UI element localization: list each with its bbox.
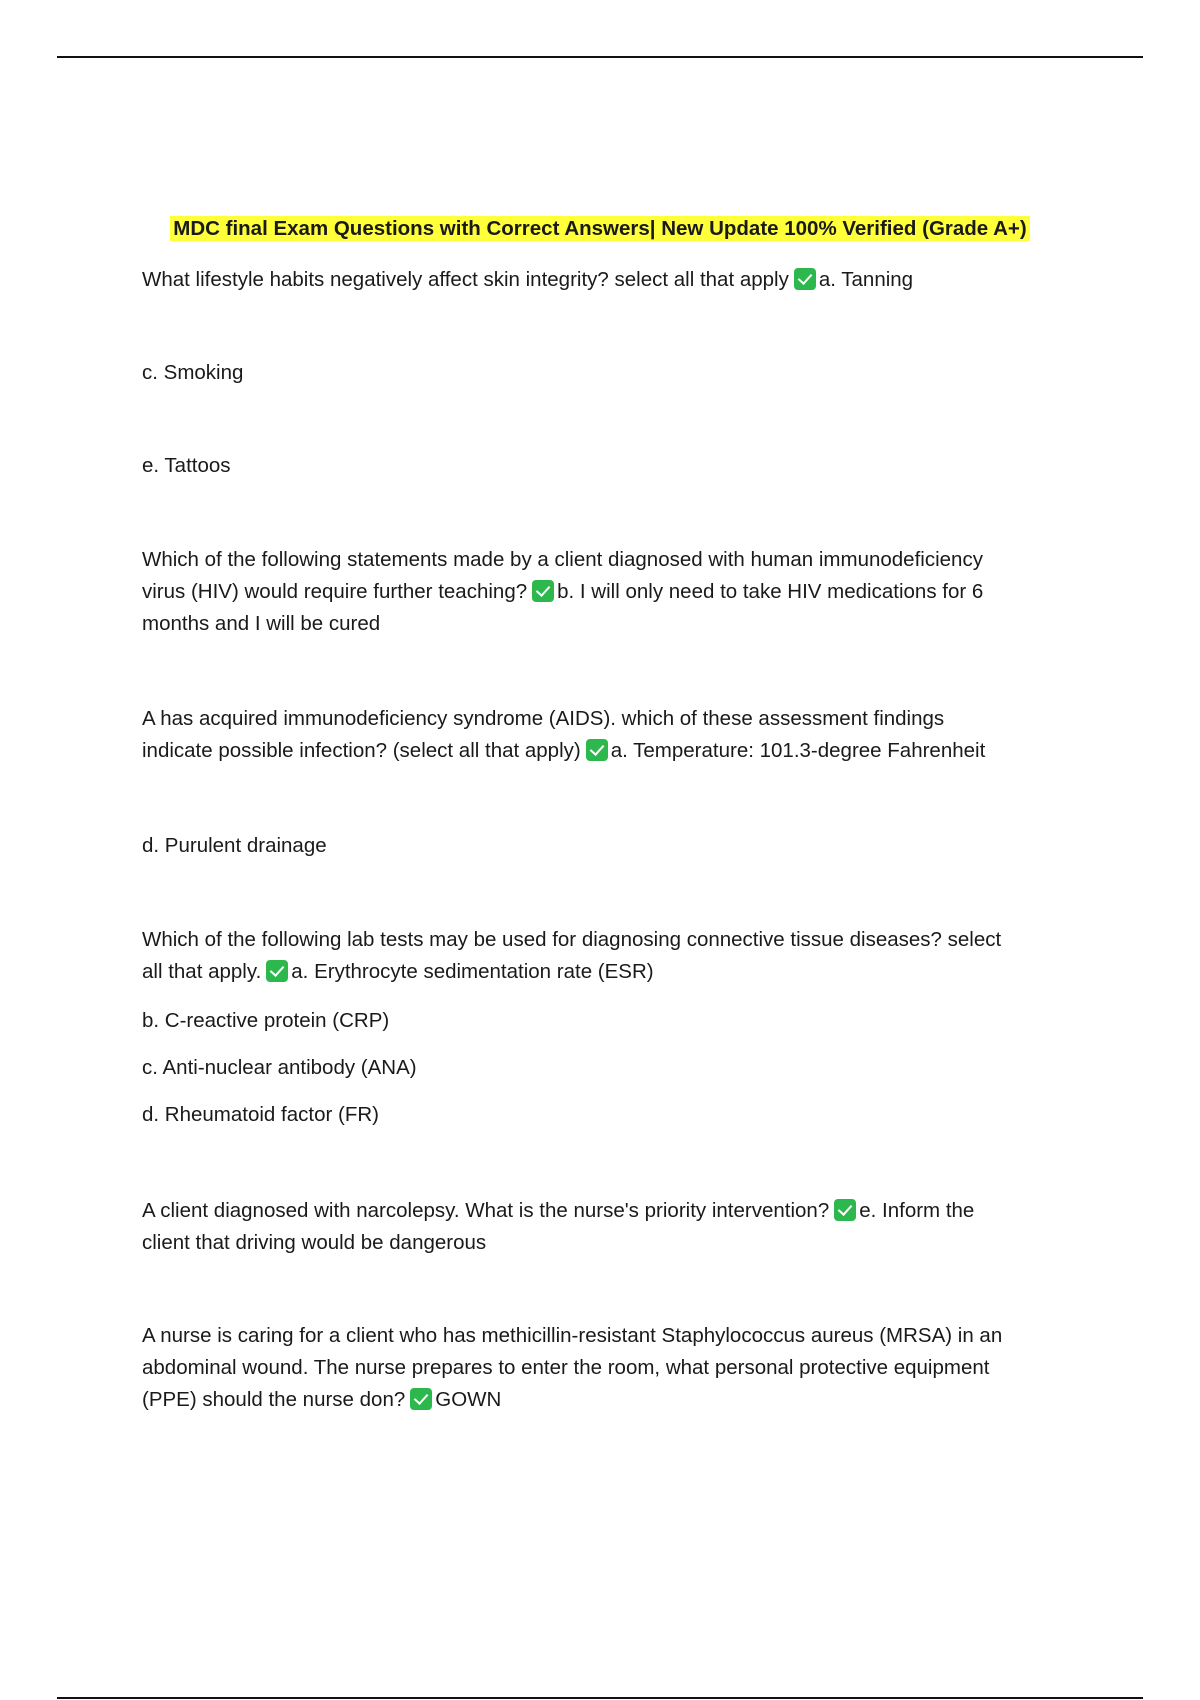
check-mark-icon	[266, 960, 288, 982]
question-4-answer-d: d. Rheumatoid factor (FR)	[142, 1103, 379, 1126]
question-2-line-1: Which of the following statements made by a client diagnosed with human immunodeficiency	[142, 548, 983, 571]
page-title	[0, 215, 1200, 243]
question-5-answer: e. Inform the	[859, 1199, 975, 1222]
question-5-line-1	[142, 1195, 1062, 1227]
question-4-answer-a: a. Erythrocyte sedimentation rate (ESR)	[291, 960, 654, 983]
check-mark-icon	[586, 739, 608, 761]
question-4-answer-d-block	[142, 1099, 1062, 1131]
question-1-text: What lifestyle habits negatively affect skin integrity? select all that apply	[142, 268, 789, 291]
question-6-answer: GOWN	[435, 1388, 502, 1411]
question-6-line-1: A nurse is caring for a client who has methicillin-resistant Staphylococcus aureus (MRSA) in an	[142, 1324, 1003, 1347]
check-mark-icon	[794, 268, 816, 290]
question-1-answer-c-block	[142, 357, 1062, 389]
question-1-answer-c: c. Smoking	[142, 361, 244, 384]
question-6-line-3	[142, 1384, 1062, 1416]
top-rule	[57, 56, 1143, 58]
question-3-line-1: A has acquired immunodeficiency syndrome (AIDS). which of these assessment findings	[142, 707, 945, 730]
question-4-answer-c: c. Anti-nuclear antibody (ANA)	[142, 1056, 417, 1079]
question-1-answer-e: e. Tattoos	[142, 454, 231, 477]
question-2-line-3: months and I will be cured	[142, 612, 381, 635]
check-mark-icon	[834, 1199, 856, 1221]
question-1-answer-e-block	[142, 450, 1062, 482]
question-3-answer-a: a. Temperature: 101.3-degree Fahrenheit	[610, 739, 986, 762]
question-3-answer-d: d. Purulent drainage	[142, 834, 327, 857]
question-4-line-1: Which of the following lab tests may be used for diagnosing connective tissue diseases? select	[142, 928, 1002, 951]
question-3-answer-d-block	[142, 830, 1062, 862]
question-1-line	[142, 264, 1062, 296]
question-3-text: indicate possible infection? (select all that apply)	[142, 739, 581, 762]
check-mark-icon	[532, 580, 554, 602]
question-3	[142, 703, 1062, 767]
question-4-line-2	[142, 956, 1062, 988]
question-1	[142, 264, 1062, 296]
question-3-line-2	[142, 735, 1062, 767]
question-5-line-2: client that driving would be dangerous	[142, 1231, 487, 1254]
question-6-text: (PPE) should the nurse don?	[142, 1388, 406, 1411]
question-6	[142, 1320, 1062, 1416]
question-2-answer: b. I will only need to take HIV medications for 6	[557, 580, 984, 603]
question-4-answer-b: b. C-reactive protein (CRP)	[142, 1009, 390, 1032]
question-4-answer-b-block	[142, 1005, 1062, 1037]
question-4-text: all that apply.	[142, 960, 262, 983]
question-4-answer-c-block	[142, 1052, 1062, 1084]
question-5	[142, 1195, 1062, 1259]
question-4	[142, 924, 1062, 988]
question-2-text: virus (HIV) would require further teaching?	[142, 580, 528, 603]
question-5-text: A client diagnosed with narcolepsy. What is the nurse's priority intervention?	[142, 1199, 830, 1222]
check-mark-icon	[410, 1388, 432, 1410]
question-2-line-2	[142, 576, 1062, 608]
bottom-rule	[57, 1697, 1143, 1699]
question-2	[142, 544, 1062, 640]
question-1-answer-a: a. Tanning	[818, 268, 914, 291]
question-6-line-2: abdominal wound. The nurse prepares to enter the room, what personal protective equipment	[142, 1356, 990, 1379]
page-title-text: MDC final Exam Questions with Correct Answers| New Update 100% Verified (Grade A+)	[170, 216, 1029, 241]
